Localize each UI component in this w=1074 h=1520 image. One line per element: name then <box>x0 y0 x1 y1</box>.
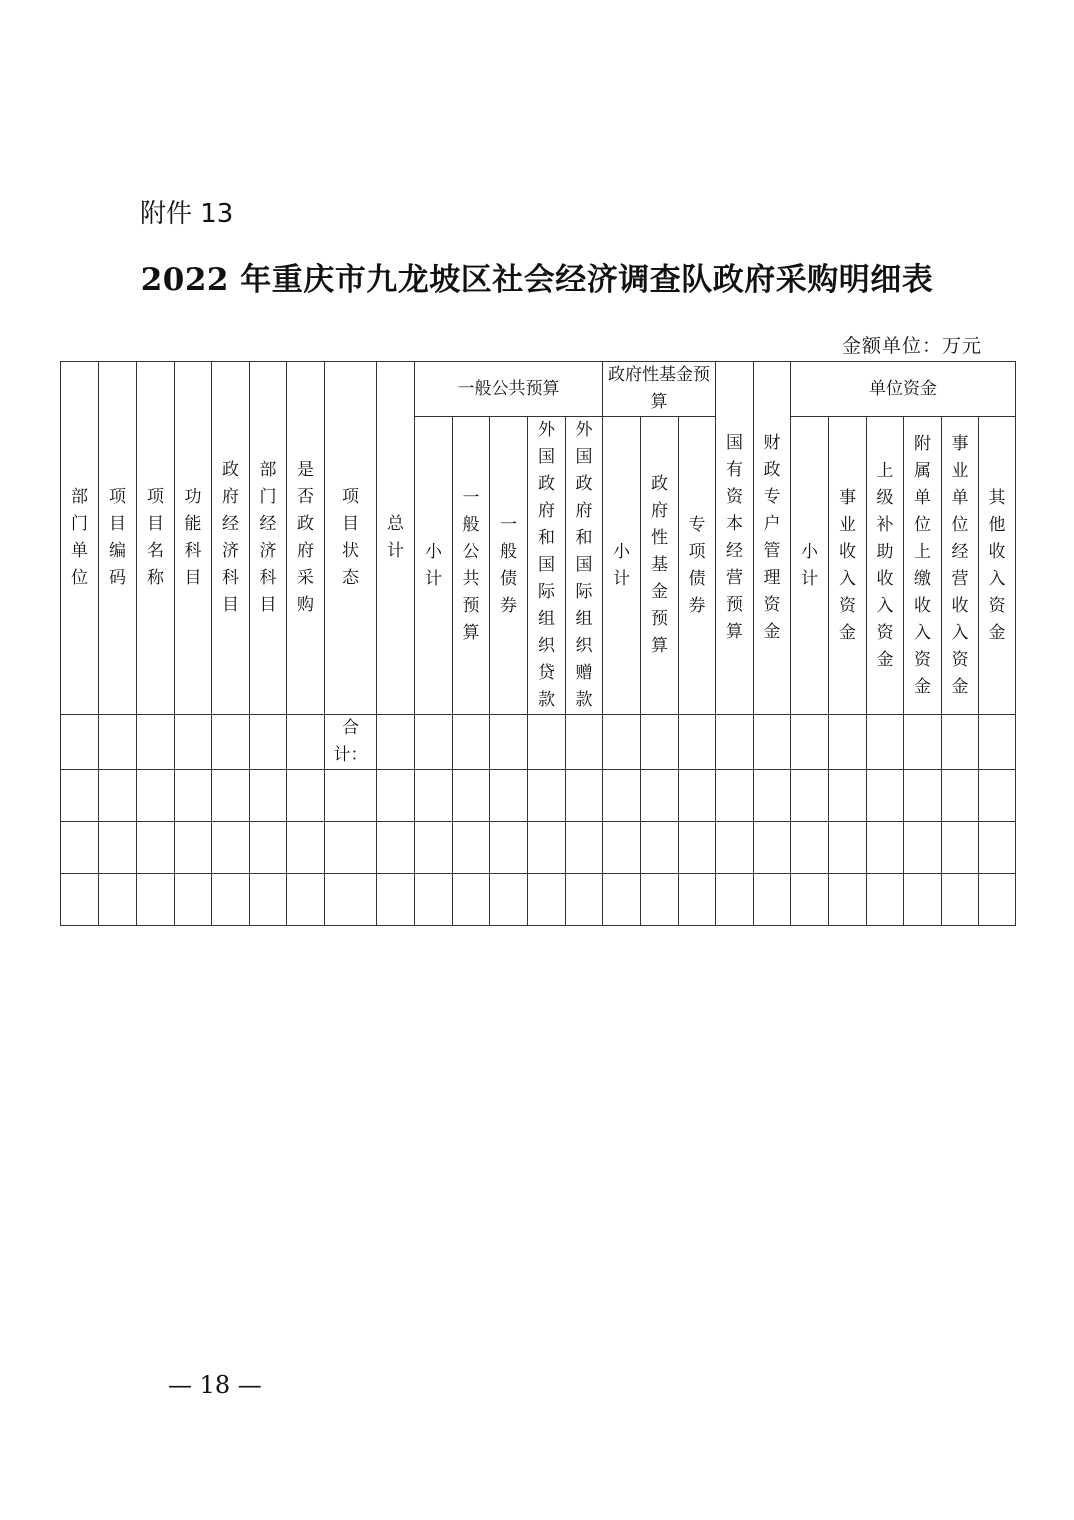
header-fb-subtotal: 小计 <box>603 417 641 715</box>
table-cell <box>453 715 490 770</box>
table-cell <box>942 715 979 770</box>
table-cell <box>566 715 603 770</box>
header-uf-subtotal: 小计 <box>791 417 829 715</box>
header-gov-fund-budget: 政府性基金预算 <box>603 362 716 417</box>
table-cell <box>287 715 325 770</box>
header-fb-fund-budget: 政府性基金预算 <box>641 417 679 715</box>
header-project-status: 项目状态 <box>325 362 377 715</box>
table-cell <box>377 715 415 770</box>
header-project-code: 项目编码 <box>99 362 137 715</box>
page-number: — 18 — <box>168 1371 262 1399</box>
header-uf-business-income: 事业收入资金 <box>829 417 867 715</box>
table-cell <box>250 715 287 770</box>
header-uf-operating-income: 事业单位经营收入资金 <box>942 417 979 715</box>
header-total: 总计 <box>377 362 415 715</box>
header-state-capital-budget: 国有资本经营预算 <box>716 362 754 715</box>
amount-unit-note: 金额单位：万元 <box>841 335 982 357</box>
header-project-name: 项目名称 <box>137 362 175 715</box>
table-cell <box>61 715 99 770</box>
table-cell <box>99 715 137 770</box>
header-fiscal-account-funds: 财政专户管理资金 <box>754 362 791 715</box>
table-row <box>61 822 1016 874</box>
header-gov-econ-subject: 政府经济科目 <box>212 362 250 715</box>
header-general-public-budget: 一般公共预算 <box>415 362 603 417</box>
table-cell <box>415 715 453 770</box>
table-cell <box>603 715 641 770</box>
header-gb-foreign-loan: 外国政府和国际组织贷款 <box>528 417 566 715</box>
header-gb-subtotal: 小计 <box>415 417 453 715</box>
table-row <box>61 874 1016 926</box>
header-gb-general-budget: 一般公共预算 <box>453 417 490 715</box>
table-cell <box>829 715 867 770</box>
table-cell <box>175 715 212 770</box>
table-cell <box>137 715 175 770</box>
table-cell <box>904 715 942 770</box>
table-cell <box>641 715 679 770</box>
page-title: 2022 年重庆市九龙坡区社会经济调查队政府采购明细表 <box>140 262 934 298</box>
table-row <box>61 770 1016 822</box>
header-dept-unit: 部门单位 <box>61 362 99 715</box>
attachment-label: 附件 13 <box>140 199 234 229</box>
table-cell <box>979 715 1016 770</box>
header-function-subject: 功能科目 <box>175 362 212 715</box>
table-cell <box>212 715 250 770</box>
sum-label-cell: 合计： <box>325 715 377 770</box>
header-uf-affiliated-income: 附属单位上缴收入资金 <box>904 417 942 715</box>
table-cell <box>679 715 716 770</box>
table-cell <box>867 715 904 770</box>
header-uf-superior-subsidy: 上级补助收入资金 <box>867 417 904 715</box>
header-is-gov-procurement: 是否政府采购 <box>287 362 325 715</box>
header-fb-special-bond: 专项债券 <box>679 417 716 715</box>
table-cell <box>754 715 791 770</box>
header-gb-general-bond: 一般债券 <box>490 417 528 715</box>
header-unit-funds: 单位资金 <box>791 362 1016 417</box>
header-uf-other-income: 其他收入资金 <box>979 417 1016 715</box>
table-cell <box>528 715 566 770</box>
table-cell <box>716 715 754 770</box>
table-cell <box>490 715 528 770</box>
procurement-detail-table <box>60 361 1016 926</box>
header-dept-econ-subject: 部门经济科目 <box>250 362 287 715</box>
table-cell <box>791 715 829 770</box>
table-row-total <box>61 715 1016 770</box>
header-gb-foreign-grant: 外国政府和国际组织赠款 <box>566 417 603 715</box>
